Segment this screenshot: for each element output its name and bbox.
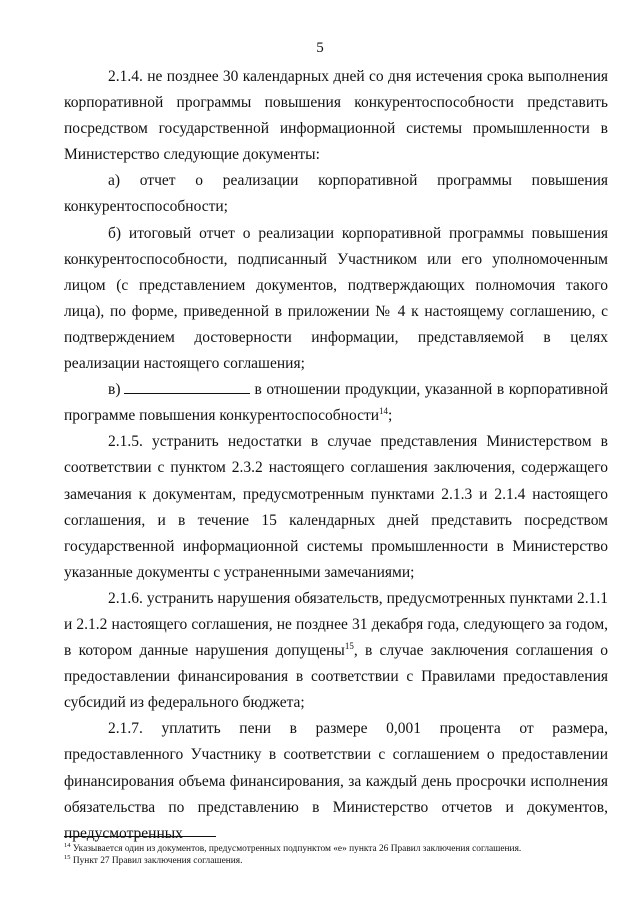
footnotes bbox=[64, 843, 624, 867]
footnote-number: 15 bbox=[64, 853, 71, 861]
footnote-ref-14: 14 bbox=[379, 406, 389, 417]
paragraph-item-v bbox=[64, 377, 608, 429]
page-number: 5 bbox=[316, 40, 324, 56]
footnote-ref-15: 15 bbox=[344, 640, 354, 651]
footnote-text: Пункт 27 Правил заключения соглашения. bbox=[72, 856, 243, 866]
footnote-15 bbox=[64, 855, 624, 867]
footnote-text: Указывается один из документов, предусмотренных подпунктом «е» пункта 26 Правил заключения соглашения. bbox=[72, 844, 522, 854]
blank-line bbox=[124, 379, 250, 394]
document-body bbox=[64, 64, 608, 847]
paragraph-2-1-6 bbox=[64, 586, 608, 716]
paragraph-2-1-6-text-after: , в случае заключения соглашения о предоставлении финансирования в соответствии с Правилами предоставления субсидий из федерального бюджета; bbox=[64, 642, 608, 712]
item-v-suffix: ; bbox=[388, 407, 393, 425]
paragraph-2-1-7: 2.1.7. уплатить пени в размере 0,001 процента от размера, предоставленного Участнику в соответствии с соглашением о предоставлении финансирования объема финансирования, за каждый день просрочки исполнения обязательства по представлению в Министерство отчетов и документов, предусмотренных bbox=[64, 720, 608, 842]
paragraph-2-1-4: 2.1.4. не позднее 30 календарных дней со дня истечения срока выполнения корпоративной программы повышения конкурентоспособности представить посредством государственной информационной системы промышленности в Министерство следующие документы: bbox=[64, 68, 608, 164]
item-v-prefix: в) bbox=[108, 381, 121, 399]
paragraph-2-1-6-text-before: 2.1.6. устранить нарушения обязательств, предусмотренных пунктами 2.1.1 и 2.1.2 настоящего соглашения, не позднее 31 декабря года, следующего за годом, в котором данные нарушения допущены bbox=[64, 589, 608, 660]
footnote-number: 14 bbox=[64, 841, 71, 849]
paragraph-item-a: а) отчет о реализации корпоративной программы повышения конкурентоспособности; bbox=[64, 172, 608, 216]
paragraph-2-1-5: 2.1.5. устранить недостатки в случае представления Министерством в соответствии с пунктом 2.3.2 настоящего соглашения заключения, содержащего замечания к документам, предусмотренным пунктами 2.1.3 и 2.1.4 настоящего соглашения, и в течение 15 календарных дней представить посредством государственной информационной системы промышленности в Министерство указанные документы с устраненными замечаниями; bbox=[64, 433, 608, 581]
paragraph-item-b: б) итоговый отчет о реализации корпоративной программы повышения конкурентоспособности, подписанный Участником или его уполномоченным лицом (с представлением документов, подтверждающих полномочия такого лица), по форме, приведенной в приложении № 4 к настоящему соглашению, с подтверждением достоверности информации, представляемой в целях реализации настоящего соглашения; bbox=[64, 224, 608, 373]
footnote-separator bbox=[64, 836, 216, 837]
footnote-14 bbox=[64, 843, 624, 855]
item-v-text: в отношении продукции, указанной в корпоративной программе повышения конкурентоспособности bbox=[64, 381, 608, 425]
